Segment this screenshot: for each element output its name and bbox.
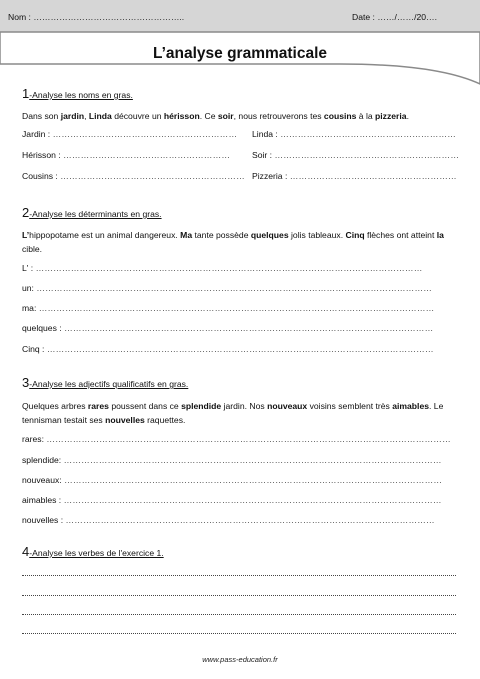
bold-word: aimables — [392, 401, 430, 411]
text-run: découvre un — [111, 111, 164, 121]
bold-word: nouvelles — [105, 415, 145, 425]
text-run: hippopotame est un animal dangereux. — [29, 230, 181, 240]
name-dots: …………………………………………….. — [33, 12, 185, 22]
section-title: -Analyse les noms en gras. — [29, 90, 133, 100]
section-3-text — [22, 399, 458, 427]
text-run: à la — [356, 111, 376, 121]
bold-word: L’ — [22, 230, 30, 240]
bold-word: jardin — [60, 111, 85, 121]
section-number: 2 — [22, 205, 30, 220]
answer-line[interactable] — [22, 633, 456, 634]
section-2-text — [22, 228, 458, 256]
bold-word: pizzeria — [375, 111, 407, 121]
section-4-heading — [22, 544, 164, 559]
section-title: -Analyse les déterminants en gras. — [29, 209, 162, 219]
field-herisson[interactable]: Hérisson : ………………………………………………… — [22, 150, 231, 160]
field-nouvelles[interactable]: nouvelles : ……………………………………………………………………………………………………………… — [22, 515, 435, 525]
section-1-heading — [22, 86, 133, 101]
text-run: cible. — [22, 244, 43, 254]
field-rares[interactable]: rares: ………………………………………………………………………………………………………………………… — [22, 434, 451, 444]
section-title: -Analyse les adjectifs qualificatifs en gras. — [29, 379, 189, 389]
bold-word: Linda — [88, 111, 112, 121]
name-field[interactable] — [8, 12, 184, 22]
field-linda[interactable]: Linda : …………………………………………………… — [252, 129, 457, 139]
bold-word: splendide — [181, 401, 222, 411]
field-soir[interactable]: Soir : ……………………………………………………… — [252, 150, 460, 160]
section-1-text — [22, 109, 462, 123]
text-run: . Le tennisman testait ses — [22, 401, 444, 425]
field-nouveaux[interactable]: nouveaux: ………………………………………………………………………………………………………………… — [22, 475, 443, 485]
field-splendide[interactable]: splendide: ………………………………………………………………………………………………………………… — [22, 455, 442, 465]
field-jardin[interactable]: Jardin : ……………………………………………………… — [22, 129, 238, 139]
section-3-heading — [22, 375, 188, 390]
section-2-heading — [22, 205, 162, 220]
text-run: jolis tableaux. — [288, 230, 346, 240]
text-run: Quelques arbres — [22, 401, 88, 411]
field-un[interactable]: un: ……………………………………………………………………………………………………………………… — [22, 283, 433, 293]
answer-line[interactable] — [22, 575, 456, 576]
bold-word: Cinq — [345, 230, 365, 240]
name-label: Nom : — [8, 12, 31, 22]
text-run: jardin. Nos — [221, 401, 268, 411]
bold-word: rares — [87, 401, 109, 411]
field-pizzeria[interactable]: Pizzeria : ………………………………………………… — [252, 171, 457, 181]
bold-word: nouveaux — [267, 401, 308, 411]
date-field[interactable] — [352, 12, 437, 22]
text-run: tante possède — [192, 230, 251, 240]
section-number: 4 — [22, 544, 30, 559]
section-number: 3 — [22, 375, 30, 390]
page-title: L’analyse grammaticale — [152, 45, 328, 62]
field-aimables[interactable]: aimables : ………………………………………………………………………………………………………………… — [22, 495, 442, 505]
text-run: , nous retrouverons tes — [233, 111, 324, 121]
bold-word: hérisson — [163, 111, 200, 121]
footer-url[interactable]: www.pass-education.fr — [202, 655, 278, 664]
text-run: raquettes. — [144, 415, 186, 425]
text-run: . — [406, 111, 409, 121]
text-run: Dans son — [22, 111, 61, 121]
field-quelques[interactable]: quelques : ……………………………………………………………………………………………………………… — [22, 323, 434, 333]
field-ma[interactable]: ma: ……………………………………………………………………………………………………………………… — [22, 303, 435, 313]
bold-word: soir — [217, 111, 234, 121]
answer-line[interactable] — [22, 614, 456, 615]
section-title: -Analyse les verbes de l'exercice 1. — [29, 548, 164, 558]
bold-word: Ma — [180, 230, 193, 240]
bold-word: quelques — [250, 230, 289, 240]
text-run: voisins semblent très — [307, 401, 393, 411]
text-run: poussent dans ce — [108, 401, 182, 411]
bold-word: la — [436, 230, 444, 240]
date-label: Date : — [352, 12, 375, 22]
bold-word: cousins — [323, 111, 357, 121]
text-run: . Ce — [199, 111, 218, 121]
field-cousins[interactable]: Cousins : ……………………………………………………… — [22, 171, 245, 181]
section-number: 1 — [22, 86, 30, 101]
field-cinq[interactable]: Cinq : …………………………………………………………………………………………………………………… — [22, 344, 434, 354]
date-value: ……/……/20…. — [377, 12, 438, 22]
field-l[interactable]: L' : …………………………………………………………………………………………………………………… — [22, 263, 423, 273]
answer-line[interactable] — [22, 595, 456, 596]
text-run: , — [84, 111, 89, 121]
text-run: flèches ont atteint — [364, 230, 437, 240]
